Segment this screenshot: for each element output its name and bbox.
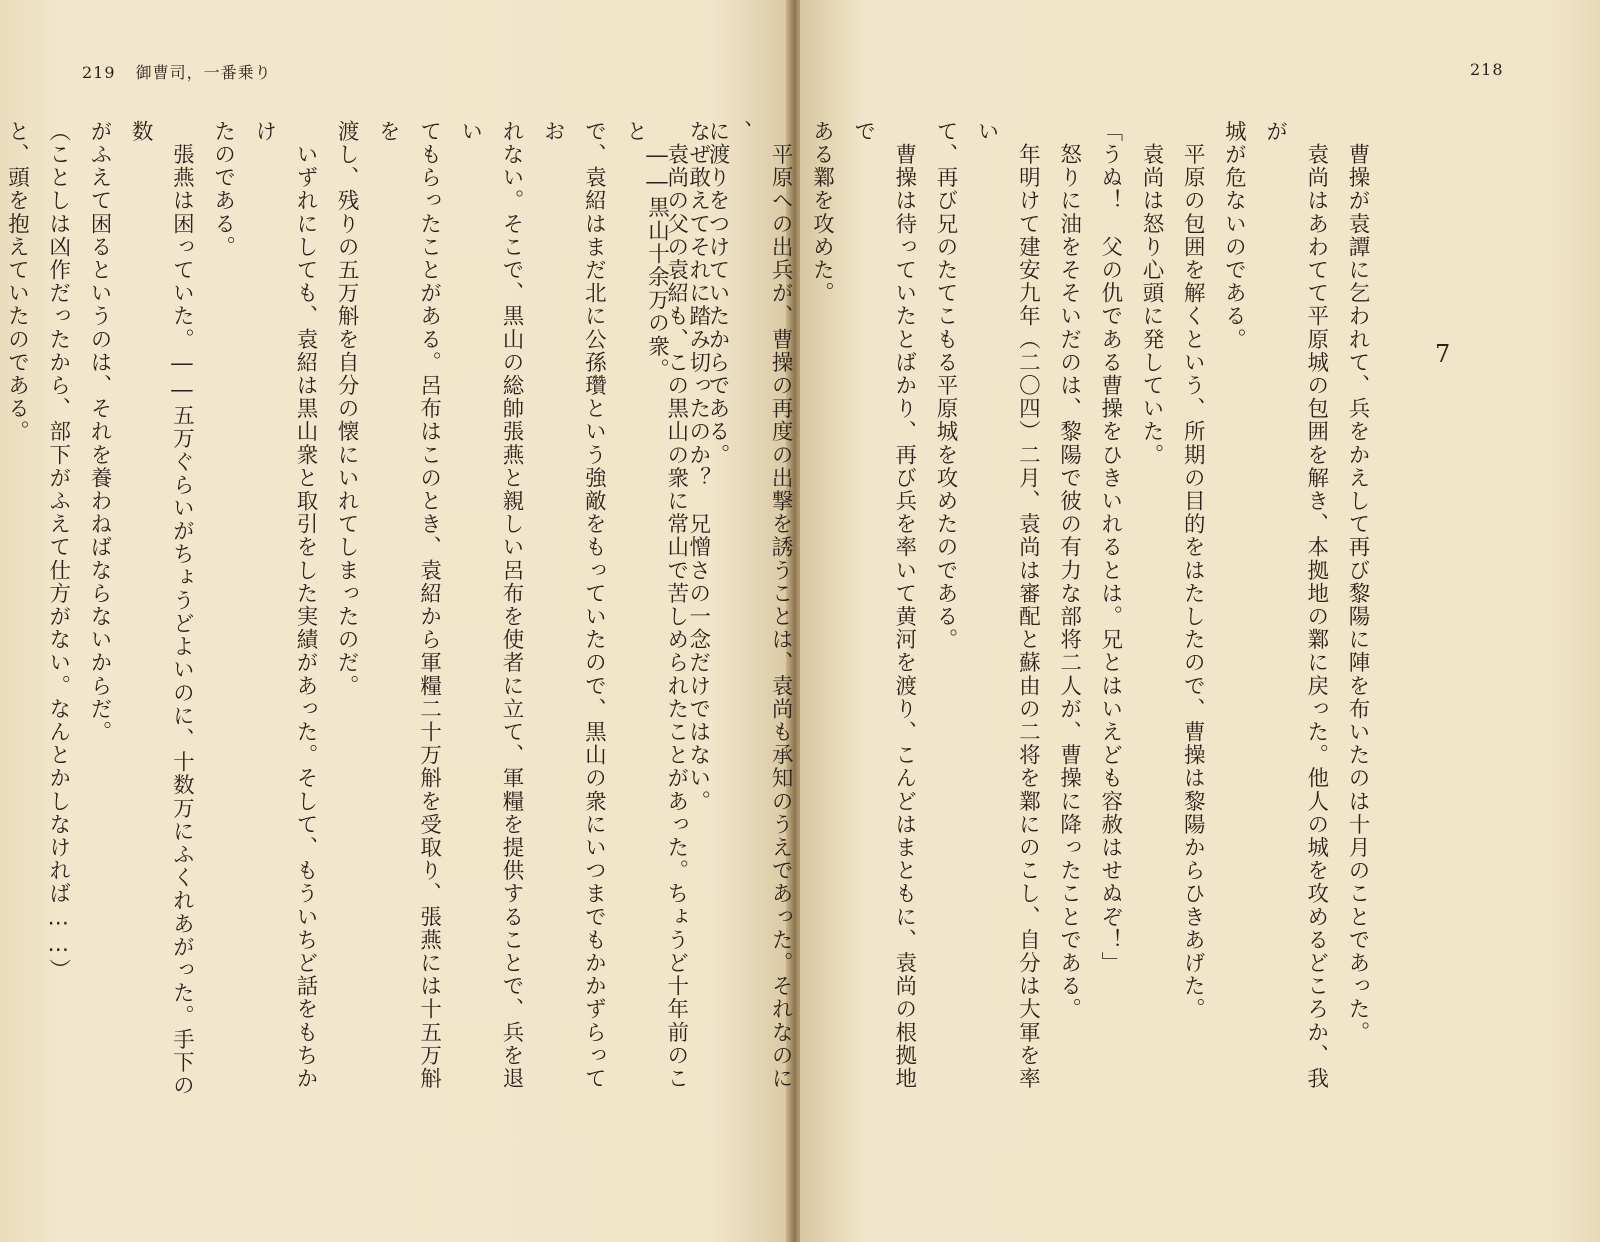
text-line: 怒りに油をそそいだのは、黎陽で彼の有力な部将二人が、曹操に降ったことである。: [1056, 120, 1082, 1021]
text-line: で: [850, 120, 876, 144]
text-line: お: [540, 120, 566, 144]
text-line: が: [1262, 120, 1288, 144]
text-line: 曹操は待っていたとばかり、再び兵を率いて黄河を渡り、こんどはまともに、袁尚の根拠地: [891, 120, 917, 1091]
text-line: 城が危ないのである。: [1221, 120, 1247, 351]
text-line: け: [251, 120, 277, 144]
text-line: 袁尚の父の袁紹も、この黒山の衆に常山で苦しめられたことがあった。ちょうど十年前のこ: [663, 120, 689, 1091]
text-line: 平原の包囲を解くという、所期の目的をはたしたので、曹操は黎陽からひきあげた。: [1180, 120, 1206, 1021]
text-line: い: [457, 120, 483, 144]
text-line: を: [375, 120, 401, 144]
text-line: 張燕は困っていた。――五万ぐらいがちょうどよいのに、十数万にふくれあがった。手下の: [169, 120, 195, 1098]
text-line: 袁尚は怒り心頭に発していた。: [1138, 120, 1164, 467]
text-line: たのである。: [210, 120, 236, 259]
chapter-number: 7: [1435, 340, 1451, 368]
text-line: い: [974, 120, 1000, 144]
text-line: で、袁紹はまだ北に公孫瓚という強敵をもっていたので、黒山の衆にいつまでもかかずらって: [581, 120, 607, 1091]
running-title: 御曹司，一番乗り: [135, 63, 272, 82]
text-line: ――黒山十余万の衆。: [644, 120, 670, 382]
left-page-header: [82, 60, 272, 83]
text-line: 年明けて建安九年（二〇四）二月、袁尚は審配と蘇由の二将を鄴にのこし、自分は大軍を率: [1015, 120, 1041, 1091]
text-line: なぜ敢えてそれに踏み切ったのか？ 兄憎さの一念だけではない。: [685, 120, 711, 813]
text-line: いずれにしても、袁紹は黒山衆と取引をした実績があった。そして、もういちど話をもちか: [292, 120, 318, 1091]
left-page-body: [0, 120, 738, 1130]
left-page-number: 219: [82, 63, 116, 82]
text-line: れない。そこで、黒山の総帥張燕と親しい呂布を使者に立て、軍糧を提供することで、兵を退: [498, 120, 524, 1091]
text-line: 曹操が袁譚に乞われて、兵をかえして再び黎陽に陣を布いたのは十月のことであった。: [1345, 120, 1370, 1044]
text-line: と: [622, 120, 648, 144]
text-line: がふえて困るというのは、それを養わねばならないからだ。: [86, 120, 112, 744]
text-line: 袁尚はあわてて平原城の包囲を解き、本拠地の鄴に戻った。他人の城を攻めるどころか、我: [1303, 120, 1329, 1091]
text-line: と、頭を抱えていたのである。: [4, 120, 30, 444]
text-line: に渡りをつけていたからである。: [705, 120, 730, 467]
text-line: 平原への出兵が、曹操の再度の出撃を誘うことは、袁尚も承知のうえであった。それなのに: [768, 120, 794, 1091]
text-line: て、再び兄のたてこもる平原城を攻めたのである。: [932, 120, 958, 652]
text-line: てもらったことがある。呂布はこのとき、袁紹から軍糧二十万斛を受取り、張燕には十五万斛: [416, 120, 442, 1091]
right-page-number: 218: [1470, 60, 1504, 79]
text-line: 、: [726, 120, 752, 144]
text-line: ある鄴を攻めた。: [809, 120, 835, 305]
right-page-body: [636, 120, 1378, 1130]
text-line: 渡し、残りの五万斛を自分の懐にいれてしまったのだ。: [334, 120, 360, 698]
text-line: 数: [128, 120, 154, 144]
text-line: 「うぬ！ 父の仇である曹操をひきいれるとは。兄とはいえども容赦はせぬぞ！」: [1097, 120, 1123, 975]
text-line: （ことしは凶作だったから、部下がふえて仕方がない。なんとかしなければ……）: [45, 120, 71, 982]
